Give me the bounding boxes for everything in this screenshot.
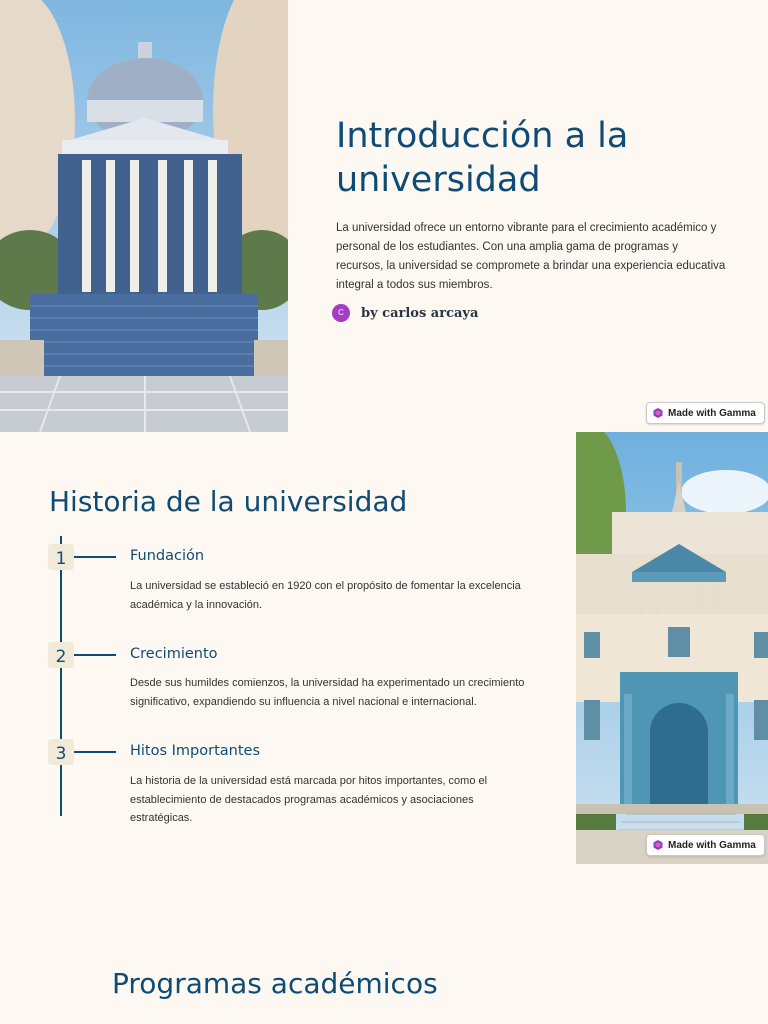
timeline-step-title: Fundación <box>130 548 205 564</box>
timeline-connector <box>74 751 116 753</box>
classical-building-image <box>576 432 768 864</box>
timeline-step-number: 2 <box>48 642 74 668</box>
timeline-step-text: La historia de la universidad está marcada por hitos importantes, como el establecimiento de destacados programas académicos y asociaciones estratégicas. <box>130 775 488 824</box>
timeline-step-text: Desde sus humildes comienzos, la universidad ha experimentado un crecimiento significativo, expandiendo su influencia a nivel nacional e internacional. <box>130 677 525 708</box>
gamma-logo-icon <box>653 408 663 418</box>
section-title-programs: Programas académicos <box>112 967 438 1000</box>
badge-label: Made with Gamma <box>668 839 756 851</box>
author-avatar: C <box>332 304 350 322</box>
author-name: by carlos arcaya <box>361 306 479 321</box>
timeline-step-title: Crecimiento <box>130 646 218 662</box>
university-building-image <box>0 0 288 432</box>
badge-label: Made with Gamma <box>668 407 756 419</box>
section-title-history: Historia de la universidad <box>49 485 408 518</box>
made-with-gamma-badge[interactable] <box>646 402 765 424</box>
made-with-gamma-badge[interactable] <box>646 834 765 856</box>
timeline-step-number: 3 <box>48 739 74 765</box>
timeline-connector <box>74 556 116 558</box>
timeline-step-title: Hitos Importantes <box>130 743 261 759</box>
gamma-logo-icon <box>653 840 663 850</box>
slide-title: Introducción a la universidad <box>336 116 629 200</box>
timeline-step-text: La universidad se estableció en 1920 con el propósito de fomentar la excelencia académica y la innovación. <box>130 580 521 611</box>
timeline-step-number: 1 <box>48 544 74 570</box>
intro-paragraph: La universidad ofrece un entorno vibrante para el crecimiento académico y personal de los estudiantes. Con una amplia gama de programas y recursos, la universidad se compromete a brindar una experiencia educativa integral a todos sus miembros. <box>336 222 726 291</box>
timeline-connector <box>74 654 116 656</box>
timeline-line <box>60 536 62 816</box>
